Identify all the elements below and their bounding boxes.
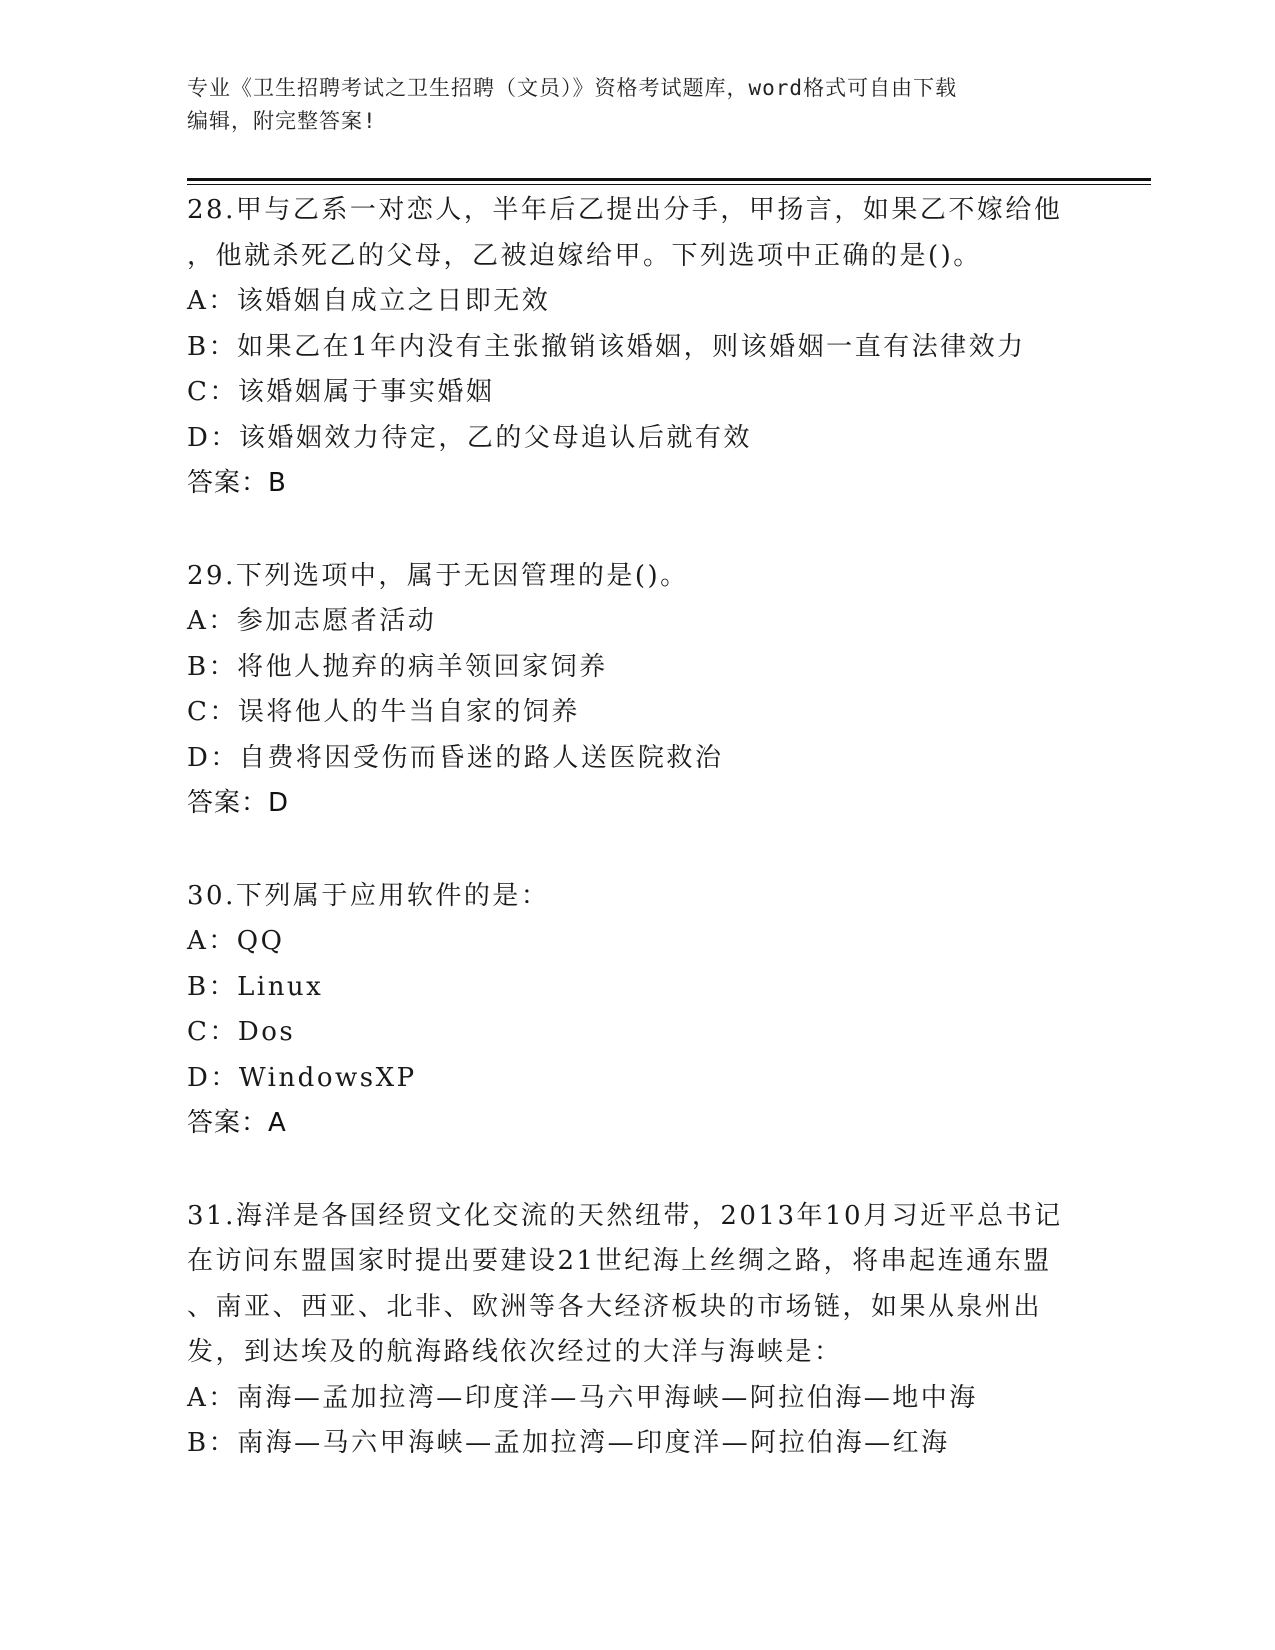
option-d: D：该婚姻效力待定，乙的父母追认后就有效 [187,422,752,453]
question-29 [187,554,1087,827]
question-stem: 29.下列选项中，属于无因管理的是()。 [187,560,689,591]
header-divider-thin [187,184,1151,185]
option-a: A：南海—孟加拉湾—印度洋—马六甲海峡—阿拉伯海—地中海 [187,1382,978,1413]
question-stem: 31.海洋是各国经贸文化交流的天然纽带，2013年10月习近平总书记 [187,1200,1063,1231]
option-c: C：该婚姻属于事实婚姻 [187,377,495,407]
answer-line: 答案：A [187,1108,287,1138]
option-c: C：Dos [187,1017,296,1047]
option-b: B：南海—马六甲海峡—孟加拉湾—印度洋—阿拉伯海—红海 [187,1428,950,1458]
option-c: C：误将他人的牛当自家的饲养 [187,697,580,727]
question-30 [187,874,1087,1147]
option-a: A：QQ [187,926,285,956]
answer-line: 答案：D [187,788,290,818]
option-b: B：Linux [187,971,324,1002]
question-stem: 、南亚、西亚、北非、欧洲等各大经济板块的市场链，如果从泉州出 [187,1291,1043,1322]
header-line-1: 专业《卫生招聘考试之卫生招聘（文员）》资格考试题库，word格式可自由下载 [187,76,958,100]
question-31 [187,1194,1087,1467]
option-d: D：WindowsXP [187,1062,417,1093]
question-28 [187,188,1087,507]
answer-line: 答案：B [187,468,287,498]
header-line-2: 编辑，附完整答案! [187,109,377,133]
option-a: A：该婚姻自成立之日即无效 [187,286,551,316]
option-d: D：自费将因受伤而昏迷的路人送医院救治 [187,742,724,773]
option-b: B：将他人抛弃的病羊领回家饲养 [187,651,608,682]
question-stem: 在访问东盟国家时提出要建设21世纪海上丝绸之路，将串起连通东盟 [187,1246,1052,1276]
question-stem: 30.下列属于应用软件的是： [187,880,550,911]
header-divider-thick [187,178,1151,181]
option-b: B：如果乙在1年内没有主张撤销该婚姻，则该婚姻一直有法律效力 [187,331,1026,362]
question-list [187,188,1087,1467]
document-header [187,72,1067,138]
option-a: A：参加志愿者活动 [187,606,437,636]
question-stem: 28.甲与乙系一对恋人，半年后乙提出分手，甲扬言，如果乙不嫁给他 [187,195,1063,225]
question-stem: 发，到达埃及的航海路线依次经过的大洋与海峡是： [187,1337,843,1367]
question-stem: ，他就杀死乙的父母，乙被迫嫁给甲。下列选项中正确的是()。 [187,240,982,271]
